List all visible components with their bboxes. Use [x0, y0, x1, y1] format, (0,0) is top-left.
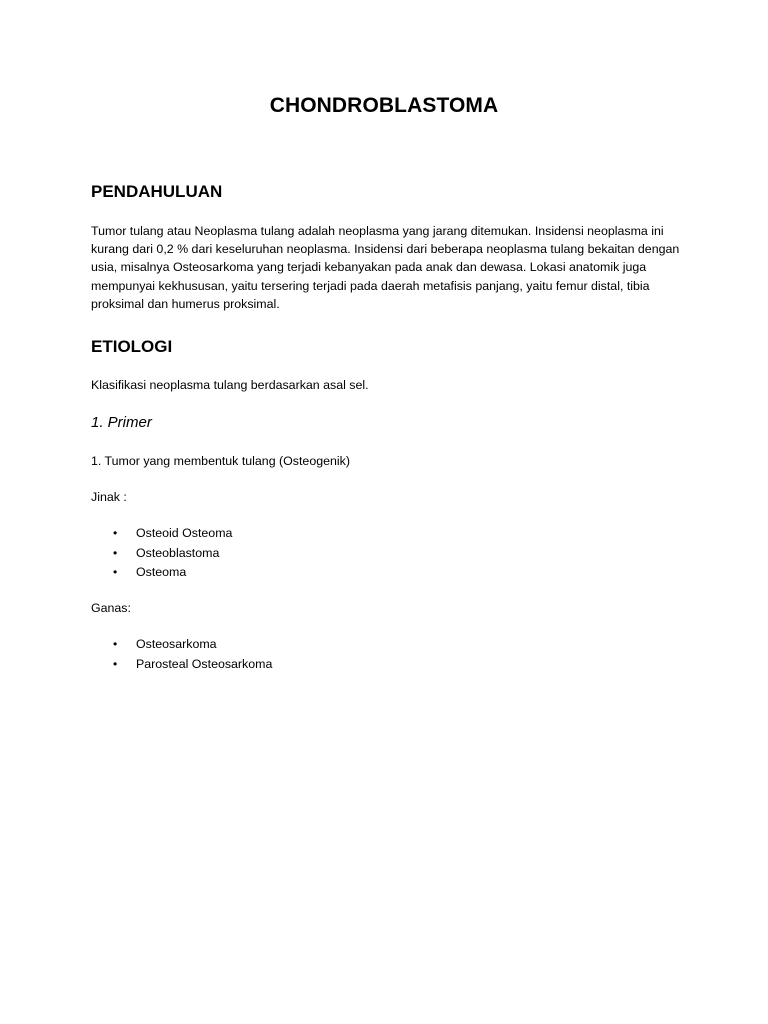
list-item-text: Osteosarkoma: [136, 637, 217, 651]
bullet-icon: •: [113, 545, 118, 560]
group-label-jinak: Jinak :: [91, 490, 127, 504]
subheading-primer: 1. Primer: [91, 414, 152, 431]
document-title: CHONDROBLASTOMA: [269, 94, 499, 117]
bullet-icon: •: [113, 637, 118, 651]
bullet-icon: •: [113, 656, 118, 671]
osteogenic-tumor-heading: 1. Tumor yang membentuk tulang (Osteogenik): [91, 454, 350, 468]
bullet-icon: •: [113, 565, 118, 579]
intro-paragraph: Tumor tulang atau Neoplasma tulang adalah neoplasma yang jarang ditemukan. Insidensi neoplasma ini kurang dari 0,2 % dari keseluruhan neoplasma. Insidensi dari beberapa neoplasma tulang bekaitan dengan usia, misalnya Osteosarkoma yang terjadi kebanyakan pada anak dan dewasa. Lokasi anatomik juga mempunyai kekhususan, yaitu tersering terjadi pada daerah metafisis panjang, yaitu femur distal, tibia proksimal dan humerus proksimal.: [91, 224, 680, 311]
list-item-text: Osteoma: [136, 565, 187, 579]
bullet-icon: •: [113, 526, 118, 540]
list-item-text: Osteoblastoma: [136, 545, 220, 560]
section-heading-pendahuluan: PENDAHULUAN: [91, 182, 223, 201]
group-label-ganas: Ganas:: [91, 601, 131, 615]
list-item-text: Parosteal Osteosarkoma: [136, 656, 273, 671]
list-item-text: Osteoid Osteoma: [136, 526, 233, 540]
section-heading-etiologi: ETIOLOGI: [91, 337, 173, 356]
classification-paragraph: Klasifikasi neoplasma tulang berdasarkan asal sel.: [91, 378, 369, 392]
